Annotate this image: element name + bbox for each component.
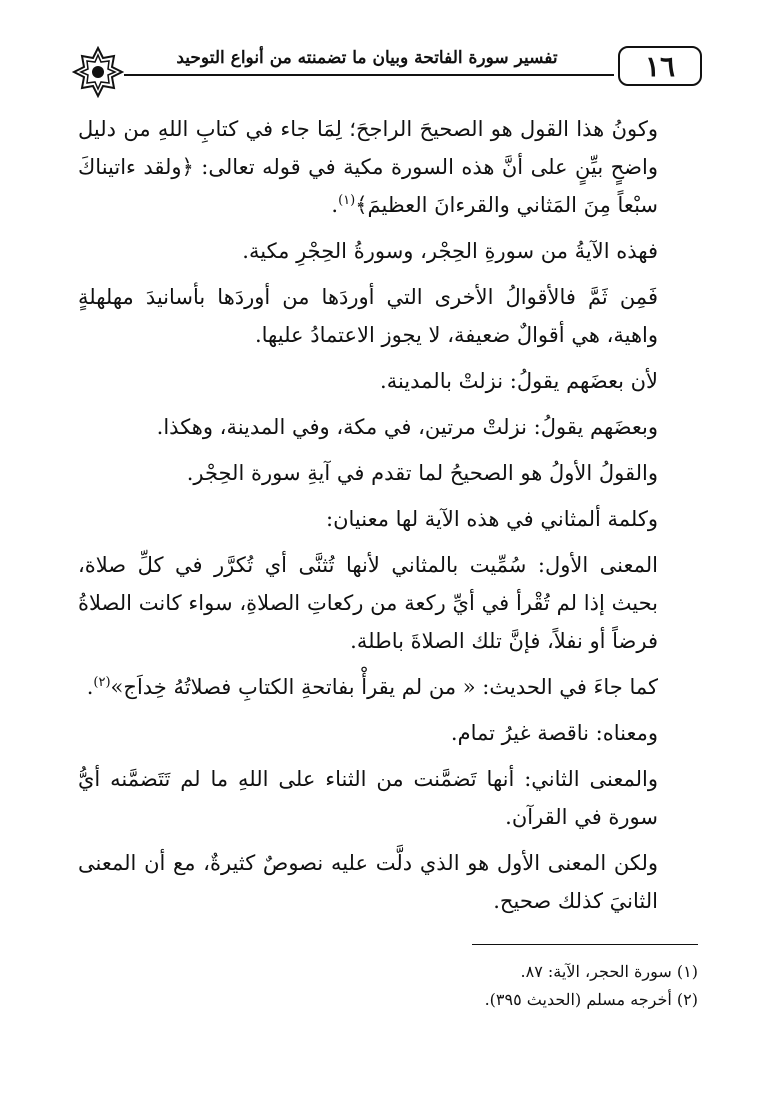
paragraph: فهذه الآيةُ من سورةِ الحِجْر، وسورةُ الحِجْرِ مكية. bbox=[242, 239, 658, 263]
main-text bbox=[78, 110, 698, 928]
footnote-ref: (٢) bbox=[93, 675, 111, 690]
header-rule bbox=[124, 74, 614, 76]
paragraph: ولكن المعنى الأول هو الذي دلَّت عليه نصوصٌ كثيرةٌ، مع أن المعنى الثانيَ كذلك صحيح. bbox=[78, 851, 658, 913]
star-ornament-icon bbox=[72, 46, 124, 98]
footnote-separator bbox=[472, 944, 698, 945]
paragraph: والمعنى الثاني: أنها تَضمَّنت من الثناء على اللهِ ما لم تَتَضمَّنه أيُّ سورة في القرآن. bbox=[78, 767, 658, 829]
paragraph: كما جاءَ في الحديث: « من لم يقرأْ بفاتحةِ الكتابِ فصلاتُهُ خِداَج»$^{(٢)}$. bbox=[86, 675, 658, 699]
paragraph: لأن بعضَهم يقولُ: نزلتْ بالمدينة. bbox=[380, 369, 658, 393]
paragraph: وبعضَهم يقولُ: نزلتْ مرتين، في مكة، وفي المدينة، وهكذا. bbox=[156, 415, 658, 439]
footnote: (١) سورة الحجر، الآية: ٨٧. bbox=[520, 962, 698, 981]
footnotes bbox=[78, 958, 698, 1014]
paragraph: فَمِن ثَمَّ فالأقوالُ الأخرى التي أوردَها من أوردَها بأسانيدَ مهلهلةٍ واهية، هي أقوالٌ ضعيفة، لا يجوز الاعتمادُ عليها. bbox=[78, 285, 658, 347]
footnote: (٢) أخرجه مسلم (الحديث ٣٩٥). bbox=[484, 990, 698, 1009]
paragraph: وكونُ هذا القول هو الصحيحَ الراجحَ؛ لِمَا جاء في كتابِ اللهِ من دليل واضحٍ بيِّنٍ على أنَّ هذه السورة مكية في قوله تعالى: ﴿ولقد ءاتيناكَ سبْعاً مِنَ المَثاني والقرءانَ العظيمَ﴾$^{(١)}$. bbox=[78, 117, 658, 217]
footnote-ref: (١) bbox=[338, 193, 356, 208]
page-header bbox=[72, 44, 702, 92]
paragraph: وكلمة ألمثاني في هذه الآية لها معنيان: bbox=[326, 507, 658, 531]
paragraph: المعنى الأول: سُمِّيت بالمثاني لأنها تُثنَّى أي تُكرَّر في كلِّ صلاة، بحيث إذا لم تُقْرأ في أيِّ ركعة من ركعاتِ الصلاةِ، سواء كانت الصلاةُ فرضاً أو نفلاً، فإنَّ تلك الصلاةَ باطلة. bbox=[78, 553, 658, 653]
running-header-title: تفسير سورة الفاتحة وبيان ما تضمنته من أنواع التوحيد bbox=[176, 48, 558, 68]
paragraph: ومعناه: ناقصة غيرُ تمام. bbox=[450, 721, 658, 745]
paragraph: والقولُ الأولُ هو الصحيحُ لما تقدم في آيةِ سورة الحِجْر. bbox=[186, 461, 658, 485]
page-number: ١٦ bbox=[618, 46, 702, 86]
